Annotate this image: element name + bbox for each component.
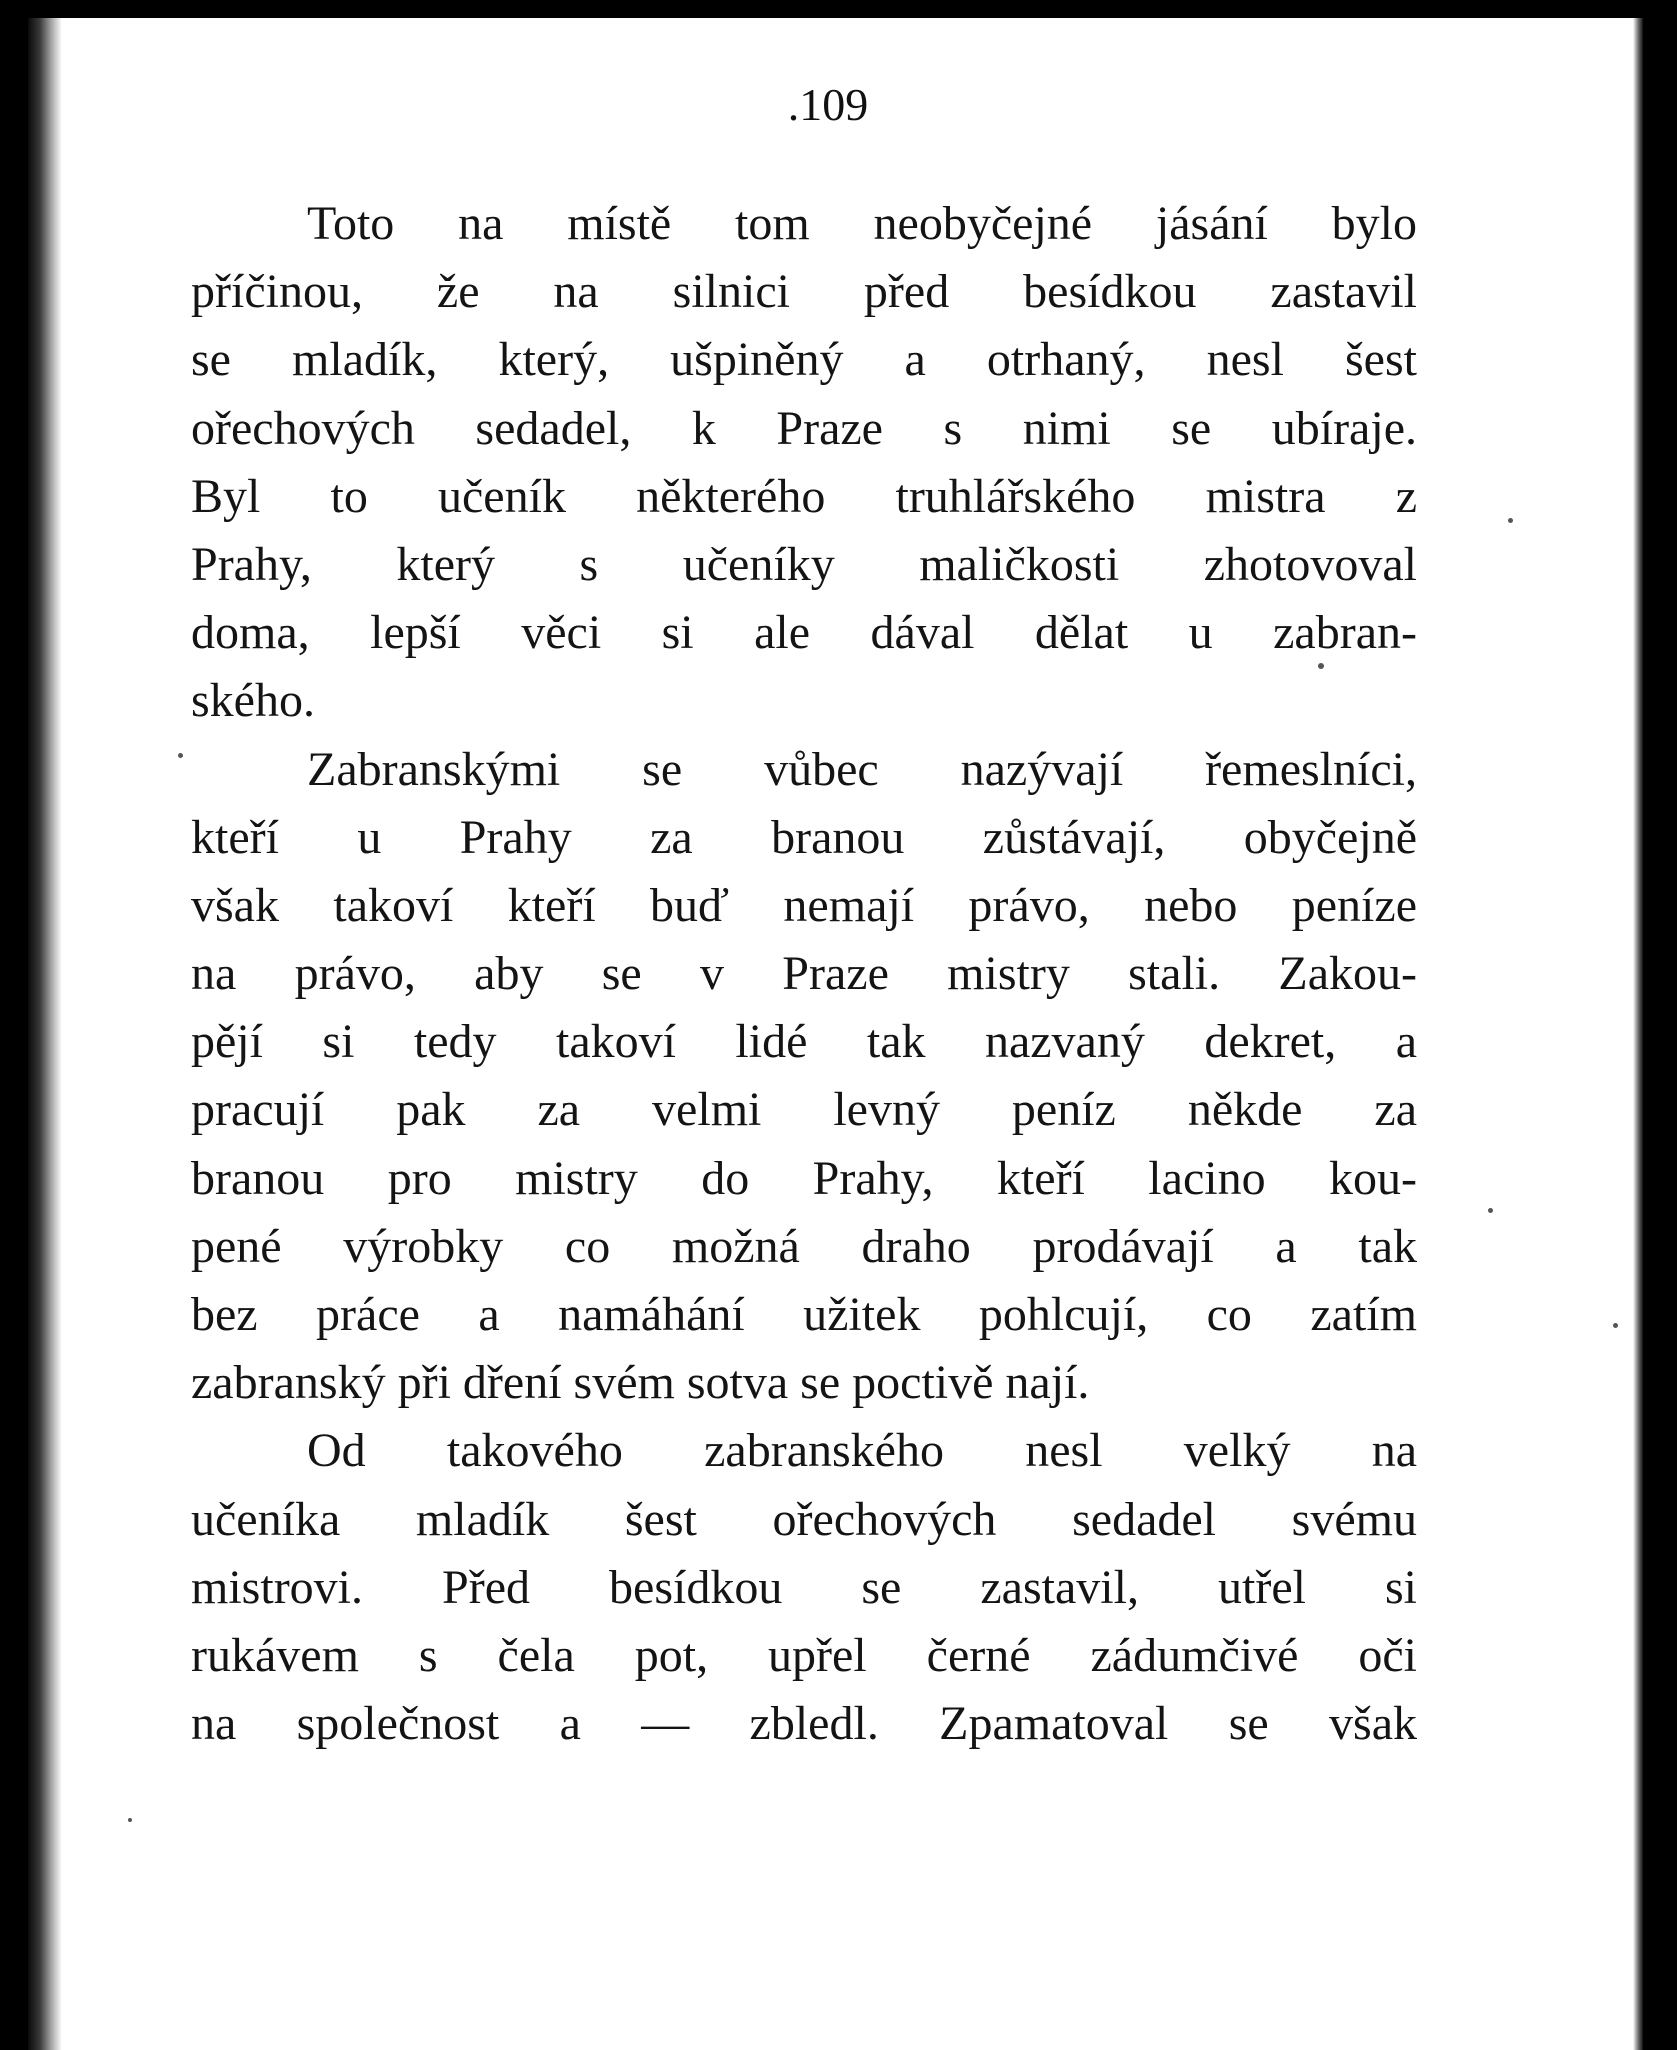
text-line: Prahy, který s učeníky maličkosti zhotovoval <box>191 537 1417 591</box>
scan-speck <box>178 753 183 758</box>
text-line: příčinou, že na silnici před besídkou zastavil <box>191 265 1417 319</box>
book-page <box>28 18 1643 2050</box>
text-line: ského. <box>191 674 315 728</box>
scan-speck <box>128 1818 132 1822</box>
text-line: na společnost a — zbledl. Zpamatoval se však <box>191 1697 1417 1751</box>
text-line: na právo, aby se v Praze mistry stali. Zakou- <box>191 947 1417 1001</box>
text-line: Toto na místě tom neobyčejné jásání bylo <box>307 197 1417 250</box>
page-number: .109 <box>787 79 869 130</box>
text-line: bez práce a namáhání užitek pohlcují, co zatím <box>191 1288 1417 1341</box>
body-text <box>191 190 1417 1758</box>
text-line: Zabranskými se vůbec nazývají řemeslníci, <box>307 742 1417 796</box>
text-line: pracují pak za velmi levný peníz někde za <box>191 1083 1417 1137</box>
text-line: mistrovi. Před besídkou se zastavil, utřel si <box>191 1560 1417 1614</box>
scan-speck <box>1318 663 1324 669</box>
text-line: pené výrobky co možná draho prodávají a tak <box>191 1219 1417 1273</box>
text-line: Byl to učeník některého truhlářského mistra z <box>191 469 1417 523</box>
text-line: rukávem s čela pot, upřel černé zádumčivé oči <box>191 1628 1417 1682</box>
text-line: Od takového zabranského nesl velký na <box>307 1424 1417 1478</box>
scan-speck <box>1488 1208 1493 1213</box>
text-line: však takoví kteří buď nemají právo, nebo peníze <box>191 878 1417 932</box>
text-line: branou pro mistry do Prahy, kteří lacino kou- <box>191 1151 1417 1205</box>
scan-shadow-left <box>28 18 62 2050</box>
text-line: doma, lepší věci si ale dával dělat u zabran- <box>191 606 1417 660</box>
text-line: učeníka mladík šest ořechových sedadel svému <box>191 1492 1417 1546</box>
scan-speck <box>1613 1323 1618 1328</box>
scan-shadow-right <box>1633 18 1643 2050</box>
text-line: pějí si tedy takoví lidé tak nazvaný dekret, a <box>191 1015 1417 1069</box>
text-line: zabranský při dření svém sotva se poctivě nají. <box>191 1356 1090 1410</box>
text-line: se mladík, který, ušpiněný a otrhaný, nesl šest <box>191 333 1417 387</box>
text-line: ořechových sedadel, k Praze s nimi se ubíraje. <box>191 401 1417 455</box>
scan-speck <box>1508 518 1513 523</box>
text-line: kteří u Prahy za branou zůstávají, obyčejně <box>191 810 1417 864</box>
